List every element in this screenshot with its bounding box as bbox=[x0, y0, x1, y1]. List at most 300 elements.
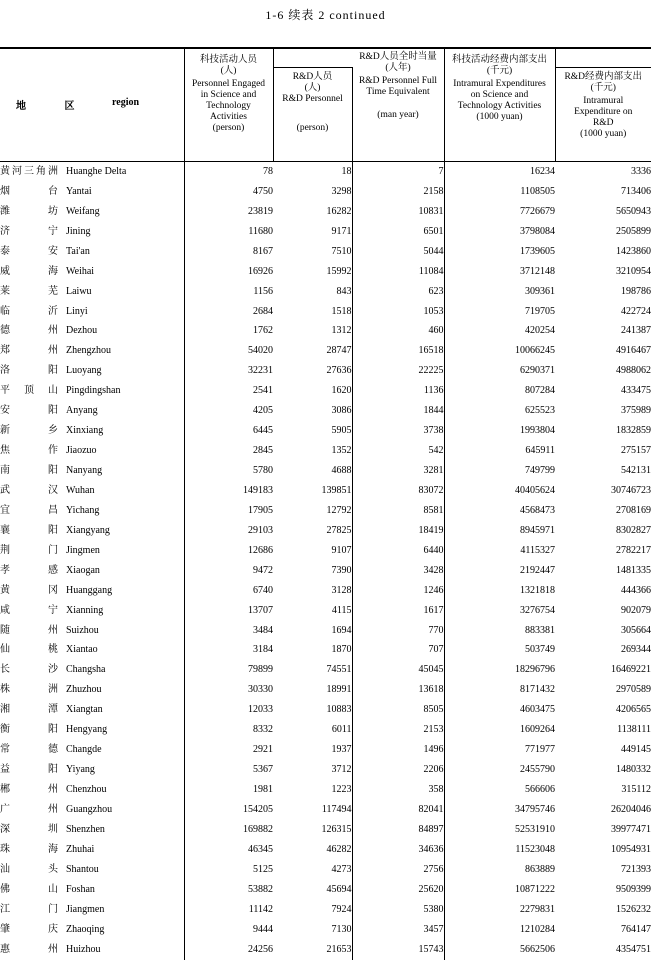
table-row bbox=[0, 162, 651, 182]
rd-fte-value: 25620 bbox=[352, 880, 444, 900]
region-name-cn-text: 衡阳 bbox=[0, 724, 58, 736]
personnel-value: 8167 bbox=[184, 242, 273, 262]
region-name-cn bbox=[0, 561, 66, 581]
personnel-value: 54020 bbox=[184, 341, 273, 361]
col-rd-expenditure-spacer bbox=[555, 48, 651, 68]
rd-fte-value: 770 bbox=[352, 621, 444, 641]
rd-personnel-value: 18 bbox=[341, 165, 352, 177]
col-rd-fte-unit-en: (man year) bbox=[377, 109, 419, 120]
region-name-en: Huanghe Delta bbox=[66, 165, 127, 177]
region-name-cn-text: 株洲 bbox=[0, 684, 58, 696]
region-name-cn bbox=[0, 381, 66, 401]
table-row bbox=[0, 621, 651, 641]
col-rd-personnel-unit-cn: (人) bbox=[304, 83, 321, 93]
rd-fte-value: 18419 bbox=[352, 521, 444, 541]
rd-expenditure-value: 449145 bbox=[621, 744, 651, 756]
rd-expenditure-value: 1138111 bbox=[617, 724, 651, 736]
rd-personnel-value: 9107 bbox=[331, 544, 352, 556]
region-name-cn-text: 南阳 bbox=[0, 465, 58, 477]
personnel-value: 2921 bbox=[184, 740, 273, 760]
expenditure-value: 2192447 bbox=[444, 561, 555, 581]
region-name-cn-text: 咸宁 bbox=[0, 604, 58, 616]
rd-expenditure-value: 1423860 bbox=[616, 245, 651, 257]
region-name-cn-text: 郑州 bbox=[0, 345, 58, 357]
region-name-cn-text: 临沂 bbox=[0, 305, 58, 317]
region-name-cn bbox=[0, 641, 66, 661]
rd-fte-value: 5380 bbox=[352, 900, 444, 920]
rd-personnel-value: 3086 bbox=[331, 405, 352, 417]
region-name-cn bbox=[0, 262, 66, 282]
col-rd-personnel-header bbox=[273, 68, 352, 162]
expenditure-value: 883381 bbox=[444, 621, 555, 641]
region-name-cn-text: 孝感 bbox=[0, 564, 58, 576]
personnel-value: 154205 bbox=[184, 800, 273, 820]
rd-expenditure-value: 4354751 bbox=[616, 943, 651, 955]
region-name-cn-text: 平顶山 bbox=[0, 385, 58, 397]
expenditure-value: 18296796 bbox=[444, 660, 555, 680]
personnel-value: 5780 bbox=[184, 461, 273, 481]
region-name-en: Xiaogan bbox=[66, 564, 100, 576]
region-name-en: Luoyang bbox=[66, 365, 102, 377]
expenditure-value: 11523048 bbox=[444, 840, 555, 860]
rd-fte-value: 6501 bbox=[352, 222, 444, 242]
personnel-value: 24256 bbox=[184, 940, 273, 960]
expenditure-value: 503749 bbox=[444, 641, 555, 661]
region-name-en: Huizhou bbox=[66, 943, 101, 955]
table-row bbox=[0, 481, 651, 501]
personnel-value: 16926 bbox=[184, 262, 273, 282]
region-name-en: Anyang bbox=[66, 405, 98, 417]
rd-expenditure-value: 4988062 bbox=[616, 365, 651, 377]
region-name-cn bbox=[0, 202, 66, 222]
rd-expenditure-value: 305664 bbox=[621, 624, 651, 636]
region-name-cn bbox=[0, 481, 66, 501]
region-name-cn-text: 潍坊 bbox=[0, 205, 58, 217]
rd-personnel-value: 1518 bbox=[331, 305, 352, 317]
rd-expenditure-value: 30746723 bbox=[611, 484, 651, 496]
region-name-cn bbox=[0, 621, 66, 641]
region-name-cn-text: 黄河三角洲 bbox=[0, 165, 58, 177]
region-name-cn bbox=[0, 780, 66, 800]
rd-expenditure-value: 198786 bbox=[621, 285, 651, 297]
region-name-en: Hengyang bbox=[66, 724, 108, 736]
personnel-value: 5125 bbox=[184, 860, 273, 880]
col-rd-personnel-unit-en: (person) bbox=[296, 123, 329, 133]
rd-personnel-value: 1223 bbox=[331, 784, 352, 796]
personnel-value: 4205 bbox=[184, 401, 273, 421]
table-row bbox=[0, 780, 651, 800]
rd-fte-value: 3428 bbox=[352, 561, 444, 581]
col-rd-expenditure-cn: R&D经费内部支出 bbox=[564, 72, 643, 82]
region-name-en: Jiaozuo bbox=[66, 445, 97, 457]
rd-fte-value: 2158 bbox=[352, 182, 444, 202]
rd-personnel-value: 27636 bbox=[326, 365, 352, 377]
rd-personnel-value: 46282 bbox=[326, 843, 352, 855]
col-rd-fte-cn: R&D人员全时当量 bbox=[359, 51, 437, 62]
expenditure-value: 1321818 bbox=[444, 581, 555, 601]
region-name-en: Xiangtan bbox=[66, 704, 103, 716]
table-row bbox=[0, 860, 651, 880]
rd-expenditure-value: 9509399 bbox=[616, 883, 651, 895]
rd-expenditure-value: 542131 bbox=[621, 465, 651, 477]
expenditure-value: 34795746 bbox=[444, 800, 555, 820]
region-name-en: Xiantao bbox=[66, 644, 98, 656]
col-expenditure-header bbox=[444, 48, 555, 162]
expenditure-value: 5662506 bbox=[444, 940, 555, 960]
rd-expenditure-value: 1526232 bbox=[616, 903, 651, 915]
rd-fte-value: 707 bbox=[352, 641, 444, 661]
col-rd-personnel-en: R&D Personnel bbox=[282, 94, 343, 104]
expenditure-value: 4115327 bbox=[444, 541, 555, 561]
rd-personnel-value: 7924 bbox=[331, 903, 352, 915]
rd-expenditure-value: 764147 bbox=[621, 923, 651, 935]
personnel-value: 9472 bbox=[184, 561, 273, 581]
region-name-cn bbox=[0, 660, 66, 680]
rd-fte-value: 10831 bbox=[352, 202, 444, 222]
rd-personnel-value: 28747 bbox=[326, 345, 352, 357]
region-name-cn bbox=[0, 341, 66, 361]
region-name-cn-text: 德州 bbox=[0, 325, 58, 337]
expenditure-value: 1993804 bbox=[444, 421, 555, 441]
personnel-value: 23819 bbox=[184, 202, 273, 222]
region-name-cn bbox=[0, 162, 66, 182]
region-name-cn bbox=[0, 880, 66, 900]
region-name-cn-text: 烟台 bbox=[0, 185, 58, 197]
rd-personnel-value: 4688 bbox=[331, 465, 352, 477]
expenditure-value: 749799 bbox=[444, 461, 555, 481]
region-name-cn-text: 肇庆 bbox=[0, 923, 58, 935]
personnel-value: 11142 bbox=[184, 900, 273, 920]
table-row bbox=[0, 222, 651, 242]
col-personnel-unit-cn: (人) bbox=[220, 66, 237, 76]
table-row bbox=[0, 641, 651, 661]
region-name-en: Xiangyang bbox=[66, 524, 110, 536]
rd-personnel-value: 4115 bbox=[331, 604, 352, 616]
rd-personnel-value: 74551 bbox=[326, 664, 352, 676]
col-personnel-header bbox=[184, 48, 273, 162]
rd-fte-value: 34636 bbox=[352, 840, 444, 860]
table-row bbox=[0, 381, 651, 401]
rd-expenditure-value: 8302827 bbox=[616, 524, 651, 536]
region-name-cn bbox=[0, 700, 66, 720]
personnel-value: 8332 bbox=[184, 720, 273, 740]
rd-fte-value: 22225 bbox=[352, 361, 444, 381]
expenditure-value: 3276754 bbox=[444, 601, 555, 621]
rd-fte-value: 8581 bbox=[352, 501, 444, 521]
region-name-cn bbox=[0, 740, 66, 760]
region-name-en: Wuhan bbox=[66, 484, 95, 496]
rd-fte-value: 1053 bbox=[352, 302, 444, 322]
col-rd-fte-en: R&D Personnel Full Time Equivalent bbox=[358, 75, 438, 97]
table-row bbox=[0, 840, 651, 860]
personnel-value: 1762 bbox=[184, 322, 273, 342]
table-row bbox=[0, 182, 651, 202]
expenditure-value: 7726679 bbox=[444, 202, 555, 222]
region-name-cn bbox=[0, 441, 66, 461]
region-name-cn bbox=[0, 920, 66, 940]
region-name-cn-text: 莱芜 bbox=[0, 285, 58, 297]
region-name-cn bbox=[0, 322, 66, 342]
expenditure-value: 309361 bbox=[444, 282, 555, 302]
rd-personnel-value: 139851 bbox=[321, 484, 352, 496]
rd-fte-value: 8505 bbox=[352, 700, 444, 720]
rd-personnel-value: 843 bbox=[336, 285, 352, 297]
rd-fte-value: 3281 bbox=[352, 461, 444, 481]
region-name-cn-text: 益阳 bbox=[0, 764, 58, 776]
region-name-en: Nanyang bbox=[66, 465, 103, 477]
rd-expenditure-value: 2505899 bbox=[616, 225, 651, 237]
rd-fte-value: 16518 bbox=[352, 341, 444, 361]
region-name-cn bbox=[0, 222, 66, 242]
rd-expenditure-value: 902079 bbox=[621, 604, 651, 616]
region-name-en: Huanggang bbox=[66, 584, 113, 596]
rd-expenditure-value: 39977471 bbox=[611, 823, 651, 835]
region-name-cn bbox=[0, 720, 66, 740]
region-name-en: Dezhou bbox=[66, 325, 98, 337]
rd-expenditure-value: 1832859 bbox=[616, 425, 651, 437]
personnel-value: 2541 bbox=[184, 381, 273, 401]
region-header-cn: 地 区 bbox=[16, 101, 93, 112]
rd-expenditure-value: 1481335 bbox=[616, 564, 651, 576]
table-row bbox=[0, 202, 651, 222]
region-name-cn bbox=[0, 302, 66, 322]
rd-fte-value: 1246 bbox=[352, 581, 444, 601]
personnel-value: 12686 bbox=[184, 541, 273, 561]
expenditure-value: 4568473 bbox=[444, 501, 555, 521]
expenditure-value: 771977 bbox=[444, 740, 555, 760]
rd-personnel-value: 117494 bbox=[321, 803, 352, 815]
region-name-cn bbox=[0, 461, 66, 481]
region-name-cn-text: 常德 bbox=[0, 744, 58, 756]
region-name-cn-text: 随州 bbox=[0, 624, 58, 636]
col-rd-expenditure-en: Intramural Expenditure on R&D bbox=[574, 96, 633, 128]
region-name-en: Suizhou bbox=[66, 624, 99, 636]
rd-expenditure-value: 2782217 bbox=[616, 544, 651, 556]
rd-personnel-value: 3298 bbox=[331, 185, 352, 197]
rd-expenditure-value: 4206565 bbox=[616, 704, 651, 716]
personnel-value: 1156 bbox=[184, 282, 273, 302]
region-name-en: Weihai bbox=[66, 265, 95, 277]
rd-personnel-value: 9171 bbox=[331, 225, 352, 237]
col-rd-personnel-cn: R&D人员 bbox=[292, 72, 333, 82]
region-name-cn bbox=[0, 760, 66, 780]
table-row bbox=[0, 660, 651, 680]
rd-fte-value: 5044 bbox=[352, 242, 444, 262]
expenditure-value: 16234 bbox=[444, 162, 555, 182]
table-row bbox=[0, 601, 651, 621]
personnel-value: 9444 bbox=[184, 920, 273, 940]
expenditure-value: 1609264 bbox=[444, 720, 555, 740]
expenditure-value: 625523 bbox=[444, 401, 555, 421]
personnel-value: 30330 bbox=[184, 680, 273, 700]
personnel-value: 53882 bbox=[184, 880, 273, 900]
rd-personnel-value: 7510 bbox=[331, 245, 352, 257]
personnel-value: 1981 bbox=[184, 780, 273, 800]
region-name-cn-text: 襄阳 bbox=[0, 524, 58, 536]
rd-personnel-value: 1870 bbox=[331, 644, 352, 656]
table-row bbox=[0, 421, 651, 441]
col-expenditure-en: Intramural Expenditures on Science and Technology Activities bbox=[453, 79, 546, 111]
expenditure-value: 420254 bbox=[444, 322, 555, 342]
region-name-cn-text: 新乡 bbox=[0, 425, 58, 437]
col-expenditure-cn: 科技活动经费内部支出 bbox=[451, 55, 547, 65]
rd-fte-value: 460 bbox=[352, 322, 444, 342]
statistics-table bbox=[0, 47, 651, 960]
rd-expenditure-value: 721393 bbox=[621, 863, 651, 875]
table-row bbox=[0, 561, 651, 581]
col-rd-fte-header bbox=[352, 51, 444, 162]
region-name-cn-text: 安阳 bbox=[0, 405, 58, 417]
rd-expenditure-value: 375989 bbox=[621, 405, 651, 417]
rd-personnel-value: 18991 bbox=[326, 684, 352, 696]
region-name-cn-text: 洛阳 bbox=[0, 365, 58, 377]
personnel-value: 11680 bbox=[184, 222, 273, 242]
table-row bbox=[0, 242, 651, 262]
rd-personnel-value: 1694 bbox=[331, 624, 352, 636]
personnel-value: 13707 bbox=[184, 601, 273, 621]
rd-expenditure-value: 2970589 bbox=[616, 684, 651, 696]
rd-personnel-value: 1937 bbox=[331, 744, 352, 756]
region-name-cn-text: 佛山 bbox=[0, 883, 58, 895]
region-name-en: Zhuhai bbox=[66, 843, 95, 855]
personnel-value: 3484 bbox=[184, 621, 273, 641]
rd-personnel-value: 10883 bbox=[326, 704, 352, 716]
expenditure-value: 6290371 bbox=[444, 361, 555, 381]
expenditure-value: 2455790 bbox=[444, 760, 555, 780]
rd-personnel-value: 16282 bbox=[326, 205, 352, 217]
region-name-cn-text: 泰安 bbox=[0, 245, 58, 257]
rd-expenditure-value: 241387 bbox=[621, 325, 651, 337]
region-name-cn bbox=[0, 361, 66, 381]
table-row bbox=[0, 401, 651, 421]
col-rd-expenditure-unit-en: (1000 yuan) bbox=[580, 129, 627, 139]
region-name-cn bbox=[0, 860, 66, 880]
rd-fte-value: 1844 bbox=[352, 401, 444, 421]
region-name-en: Changde bbox=[66, 744, 102, 756]
rd-fte-value: 84897 bbox=[352, 820, 444, 840]
rd-personnel-value: 4273 bbox=[331, 863, 352, 875]
table-row bbox=[0, 720, 651, 740]
region-name-en: Jingmen bbox=[66, 544, 100, 556]
table-row bbox=[0, 282, 651, 302]
region-name-cn bbox=[0, 900, 66, 920]
region-name-cn-text: 荆门 bbox=[0, 544, 58, 556]
region-name-cn bbox=[0, 282, 66, 302]
personnel-value: 2845 bbox=[184, 441, 273, 461]
expenditure-value: 863889 bbox=[444, 860, 555, 880]
col-rd-expenditure-header bbox=[555, 68, 651, 162]
expenditure-value: 2279831 bbox=[444, 900, 555, 920]
region-name-en: Zhuzhou bbox=[66, 684, 102, 696]
personnel-value: 79899 bbox=[184, 660, 273, 680]
table-row bbox=[0, 581, 651, 601]
rd-fte-value: 45045 bbox=[352, 660, 444, 680]
region-name-cn bbox=[0, 800, 66, 820]
rd-personnel-value: 5905 bbox=[331, 425, 352, 437]
region-name-cn-text: 汕头 bbox=[0, 863, 58, 875]
region-name-cn bbox=[0, 581, 66, 601]
table-row bbox=[0, 740, 651, 760]
region-name-cn bbox=[0, 820, 66, 840]
region-name-en: Linyi bbox=[66, 305, 88, 317]
expenditure-value: 1108505 bbox=[444, 182, 555, 202]
rd-expenditure-value: 4916467 bbox=[616, 345, 651, 357]
region-name-en: Zhengzhou bbox=[66, 345, 111, 357]
page-title: 1-6 续表 2 continued bbox=[265, 8, 386, 22]
region-name-en: Changsha bbox=[66, 664, 106, 676]
col-personnel-unit-en: (person) bbox=[212, 123, 245, 133]
personnel-value: 2684 bbox=[184, 302, 273, 322]
region-name-en: Chenzhou bbox=[66, 784, 107, 796]
region-header-en: region bbox=[112, 97, 140, 108]
rd-fte-value: 3738 bbox=[352, 421, 444, 441]
rd-expenditure-value: 422724 bbox=[621, 305, 651, 317]
expenditure-value: 1739605 bbox=[444, 242, 555, 262]
region-name-en: Zhaoqing bbox=[66, 923, 105, 935]
personnel-value: 5367 bbox=[184, 760, 273, 780]
region-name-en: Xianning bbox=[66, 604, 104, 616]
col-expenditure-unit-cn: (千元) bbox=[486, 66, 513, 76]
rd-personnel-value: 7390 bbox=[331, 564, 352, 576]
table-row bbox=[0, 700, 651, 720]
rd-personnel-value: 1312 bbox=[331, 325, 352, 337]
region-name-en: Shenzhen bbox=[66, 823, 105, 835]
personnel-value: 169882 bbox=[184, 820, 273, 840]
rd-fte-value: 83072 bbox=[352, 481, 444, 501]
personnel-value: 78 bbox=[184, 162, 273, 182]
personnel-value: 17905 bbox=[184, 501, 273, 521]
col-personnel-en: Personnel Engaged in Science and Technology Activities bbox=[191, 79, 266, 122]
rd-fte-value: 15743 bbox=[352, 940, 444, 960]
col-personnel-cn: 科技活动人员 bbox=[199, 55, 257, 65]
region-name-cn-text: 仙桃 bbox=[0, 644, 58, 656]
personnel-value: 4750 bbox=[184, 182, 273, 202]
table-row bbox=[0, 760, 651, 780]
region-name-en: Jiangmen bbox=[66, 903, 105, 915]
expenditure-value: 566606 bbox=[444, 780, 555, 800]
region-name-en: Weifang bbox=[66, 205, 100, 217]
rd-personnel-value: 3128 bbox=[331, 584, 352, 596]
rd-personnel-value: 12792 bbox=[326, 504, 352, 516]
region-name-cn bbox=[0, 940, 66, 960]
region-name-cn-text: 广州 bbox=[0, 803, 58, 815]
expenditure-value: 52531910 bbox=[444, 820, 555, 840]
expenditure-value: 719705 bbox=[444, 302, 555, 322]
region-name-cn bbox=[0, 501, 66, 521]
rd-personnel-value: 126315 bbox=[321, 823, 352, 835]
personnel-value: 46345 bbox=[184, 840, 273, 860]
region-header bbox=[0, 48, 184, 162]
rd-expenditure-value: 3210954 bbox=[616, 265, 651, 277]
personnel-value: 32231 bbox=[184, 361, 273, 381]
region-name-en: Yantai bbox=[66, 185, 92, 197]
rd-expenditure-value: 26204046 bbox=[611, 803, 651, 815]
region-name-cn bbox=[0, 242, 66, 262]
region-name-cn-text: 郴州 bbox=[0, 784, 58, 796]
table-row bbox=[0, 361, 651, 381]
table-row bbox=[0, 920, 651, 940]
rd-personnel-value: 7130 bbox=[331, 923, 352, 935]
rd-expenditure-value: 16469221 bbox=[611, 664, 651, 676]
rd-fte-value: 1136 bbox=[352, 381, 444, 401]
rd-expenditure-value: 2708169 bbox=[616, 504, 651, 516]
table-row bbox=[0, 322, 651, 342]
expenditure-value: 3798084 bbox=[444, 222, 555, 242]
col-rd-fte-unit-cn: (人年) bbox=[385, 62, 411, 73]
expenditure-value: 10066245 bbox=[444, 341, 555, 361]
region-name-cn bbox=[0, 680, 66, 700]
col-expenditure-unit-en: (1000 yuan) bbox=[476, 112, 523, 122]
